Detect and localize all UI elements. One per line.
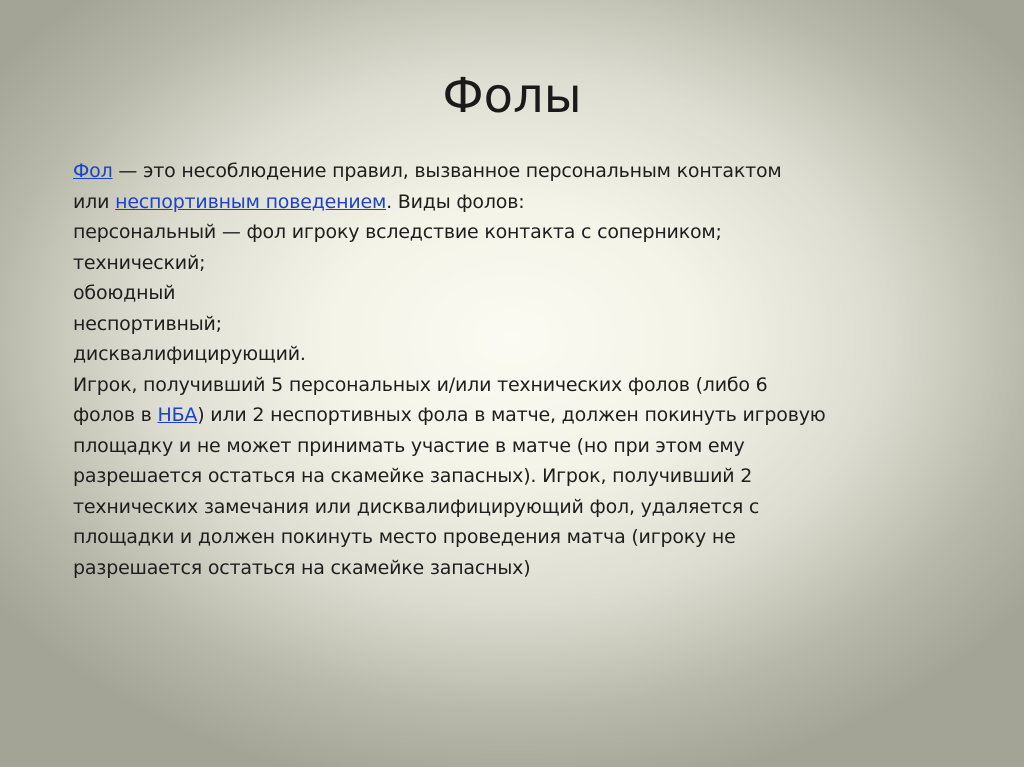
line-1-text: — это несоблюдение правил, вызванное персональным контактом [112,160,782,182]
body-line-1 [73,156,953,187]
nba-link[interactable]: НБА [157,404,198,426]
slide-body [73,156,953,583]
foul-type-unsporting: неспортивный; [73,312,222,335]
foul-type-technical: технический; [73,251,206,274]
body-line-14: разрешается остаться на скамейке запасных) [73,556,531,579]
body-line-9 [73,400,953,431]
body-line-8: Игрок, получивший 5 персональных и/или технических фолов (либо 6 [73,373,768,396]
line-2-end: . Виды фолов: [386,190,525,213]
line-9-end: ) или 2 неспортивных фола в матче, должен покинуть игровую [197,404,826,426]
body-line-10: площадку и не может принимать участие в матче (но при этом ему [73,434,745,457]
foul-type-double: обоюдный [73,282,176,304]
foul-type-personal: персональный — фол игроку вследствие контакта с соперником; [73,221,722,243]
body-line-12: технических замечания или дисквалифицирующий фол, удаляется с [73,495,760,518]
slide-title: Фолы [442,68,582,124]
foul-type-disqualifying: дисквалифицирующий. [73,343,306,365]
line-2-start: или [73,190,116,213]
unsporting-behavior-link[interactable]: неспортивным поведением [115,190,387,213]
foul-link[interactable]: Фол [73,160,113,182]
body-line-13: площадки и должен покинуть место проведения матча (игроку не [73,526,736,548]
line-9-start: фолов в [73,404,158,426]
body-line-2 [73,187,953,218]
body-line-11: разрешается остаться на скамейке запасных). Игрок, получивший 2 [73,465,753,487]
